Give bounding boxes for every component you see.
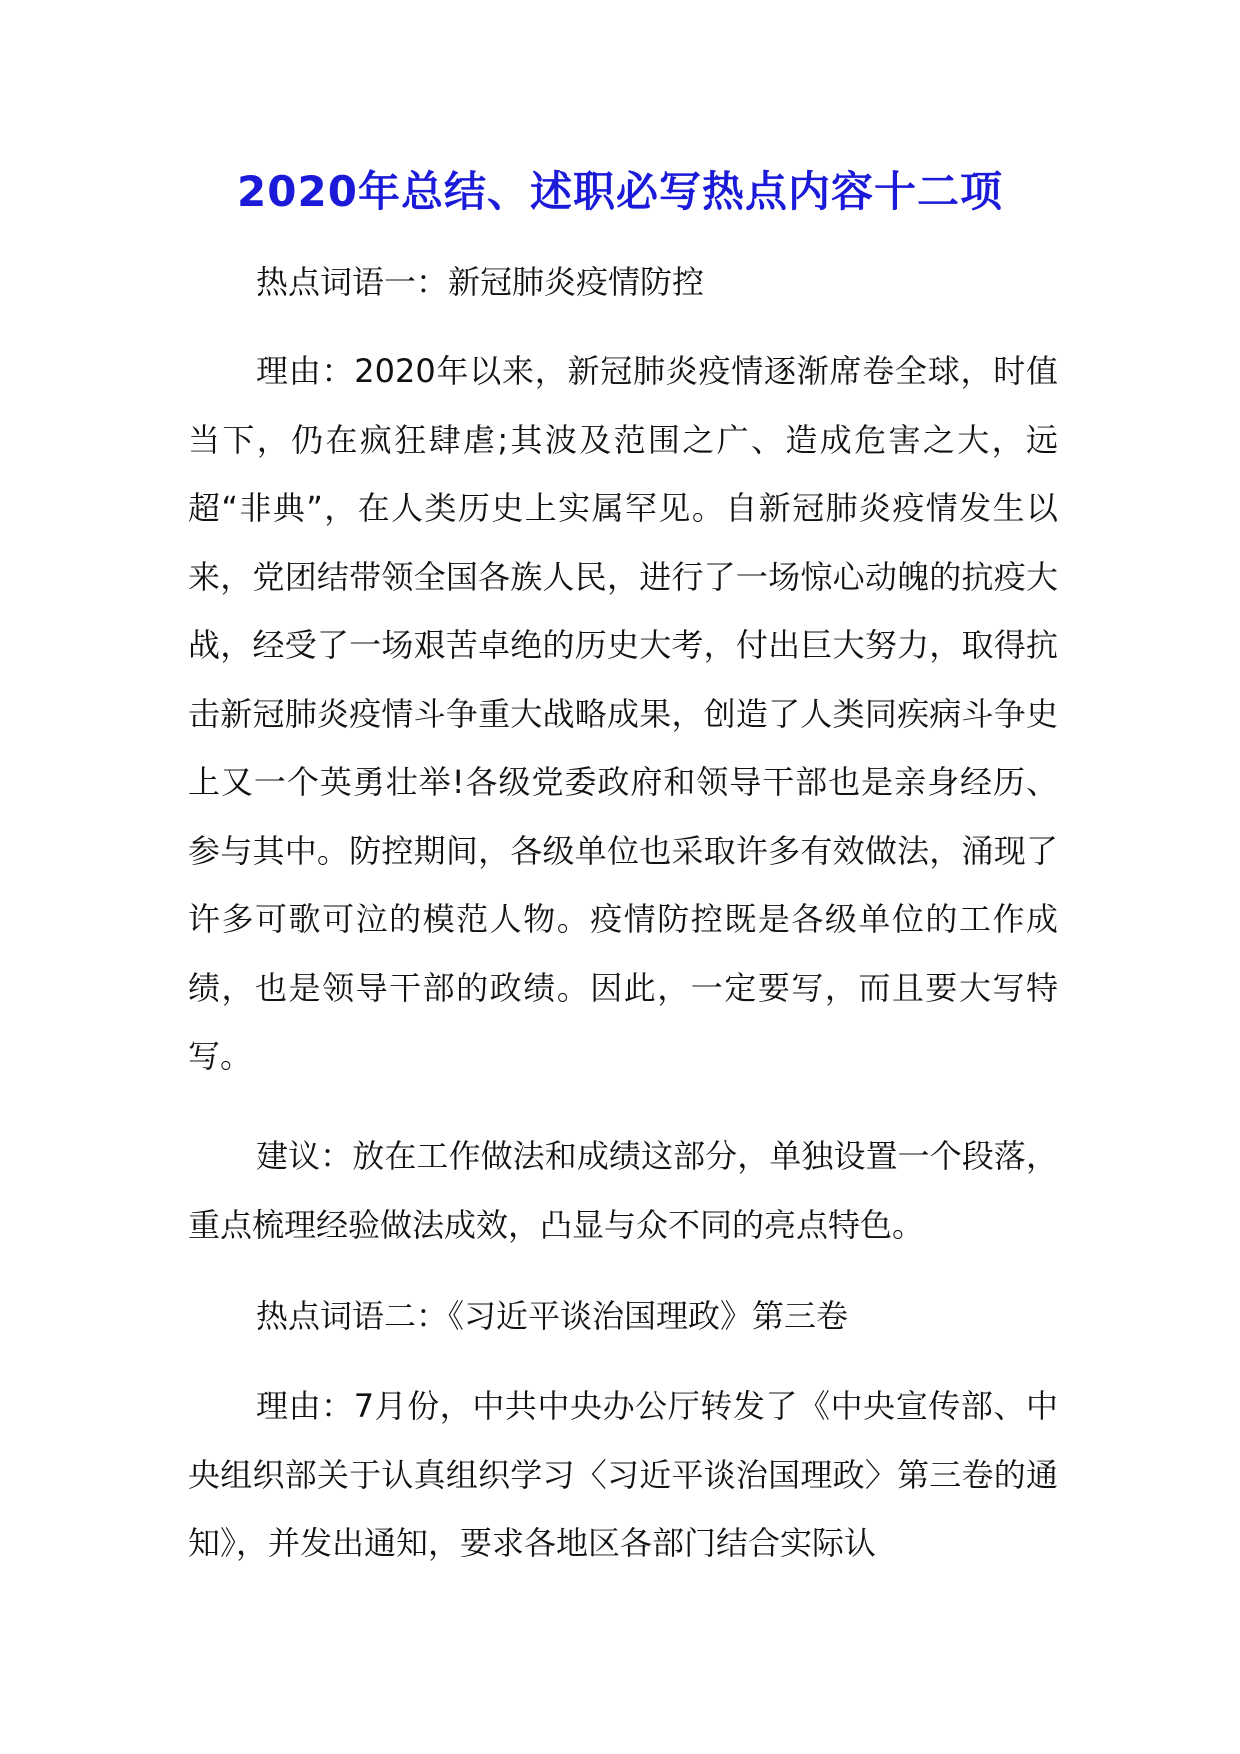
paragraph-suggestion-1: 建议：放在工作做法和成绩这部分，单独设置一个段落，重点梳理经验做法成效，凸显与众不同的亮点特色。 xyxy=(188,1137,1058,1244)
heading-hot-word-2: 热点词语二：《习近平谈治国理政》第三卷 xyxy=(256,1297,849,1335)
heading-hot-word-1: 热点词语一：新冠肺炎疫情防控 xyxy=(256,263,705,301)
document-title: 2020年总结、述职必写热点内容十二项 xyxy=(237,167,1003,216)
paragraph-reason-2: 理由：7月份，中共中央办公厅转发了《中央宣传部、中央组织部关于认真组织学习〈习近平谈治国理政〉第三卷的通知》，并发出通知，要求各地区各部门结合实际认 xyxy=(188,1387,1058,1562)
paragraph-reason-1: 理由：2020年以来，新冠肺炎疫情逐渐席卷全球，时值当下，仍在疯狂肆虐;其波及范围之广、造成危害之大，远超“非典”，在人类历史上实属罕见。自新冠肺炎疫情发生以来，党团结带领全国各族人民，进行了一场惊心动魄的抗疫大战，经受了一场艰苦卓绝的历史大考，付出巨大努力，取得抗击新冠肺炎疫情斗争重大战略成果，创造了人类同疾病斗争史上又一个英勇壮举!各级党委政府和领导干部也是亲身经历、参与其中。防控期间，各级单位也采取许多有效做法，涌现了许多可歌可泣的模范人物。疫情防控既是各级单位的工作成绩，也是领导干部的政绩。因此，一定要写，而且要大写特写。 xyxy=(188,352,1058,1075)
